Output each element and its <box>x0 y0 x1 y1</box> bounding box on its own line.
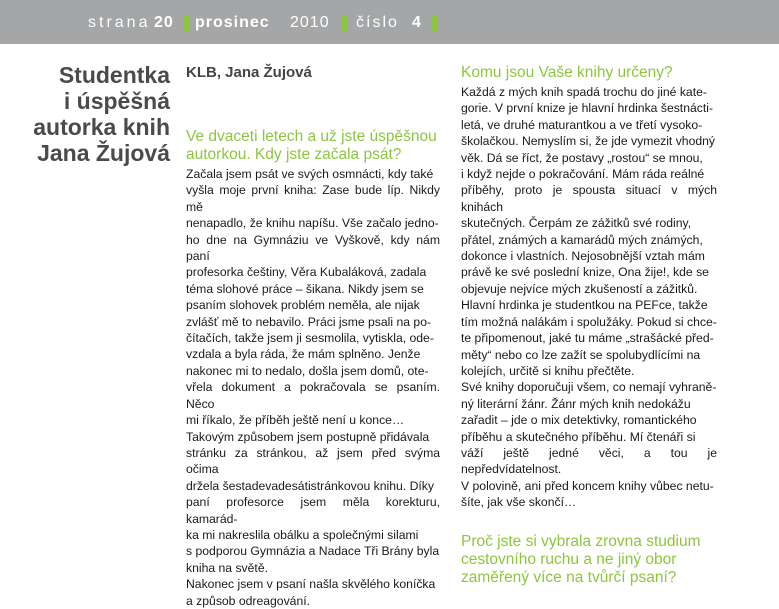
answer-paragraph <box>186 429 440 577</box>
text-line: a způsob odreagování. <box>186 593 310 608</box>
text-line: te připomenout, jaké tu máme „strašácké před- <box>461 331 714 346</box>
text-line: objevuje nejvíce mých zkušeností a zážitků. <box>461 281 698 296</box>
text-line: čítačích, takže jsem ji sesmolila, vytiskla, ode- <box>186 331 434 346</box>
text-line: zvlášť mě to nebavilo. Práci jsme psali na po- <box>186 314 432 329</box>
text-line: stránku za stránkou, až jsem před svýma očima <box>186 445 440 477</box>
title-line: Jana Žujová <box>37 140 170 166</box>
text-line: letá, ve druhé maturantkou a ve třetí vysoko- <box>461 117 703 132</box>
text-line: Začala jsem psát ve svých osmnácti, kdy také <box>186 167 434 181</box>
text-line: téma slohové práce – šikana. Nikdy jsem se <box>186 281 424 296</box>
article-title <box>12 62 170 166</box>
text-line: i když nejde o pokračování. Mám ráda reálné <box>461 167 705 182</box>
text-line: šíte, jak vše skončí… <box>461 495 577 510</box>
text-line: nenapadlo, že knihu napíšu. Vše začalo jedno- <box>186 216 439 231</box>
text-line: vřela dokument a pokračovala se psaním. Něco <box>186 380 440 411</box>
article-author: KLB, Jana Žujová <box>186 64 312 81</box>
answer-paragraph <box>186 576 440 609</box>
answer-paragraph <box>186 166 440 429</box>
answer-paragraph <box>461 84 717 379</box>
text-line: skutečných. Čerpám ze zážitků své rodiny, <box>461 216 692 231</box>
page-header <box>0 0 779 44</box>
text-line: ho dne na Gymnáziu ve Vyškově, kdy nám paní <box>186 232 440 264</box>
question-heading: Proč jste si vybrala zrovna studium cestovního ruchu a ne jiný obor zaměřený více na tvůrčí psaní? <box>461 532 701 586</box>
text-line: V polovině, ani před koncem knihy vůbec netu- <box>461 478 714 493</box>
text-line: Takovým způsobem jsem postupně přidávala <box>186 429 430 444</box>
text-line: váží ještě jedné věci, a tou je nepředvídatelnost. <box>461 445 717 477</box>
header-separator <box>183 15 189 31</box>
right-column <box>461 64 717 589</box>
question-heading: Komu jsou Vaše knihy určeny? <box>461 64 673 81</box>
text-line: Nakonec jsem v psaní našla skvělého koníčka <box>186 577 436 592</box>
text-line: mi říkalo, že příběh ještě není u konce… <box>186 413 405 428</box>
header-separator <box>342 15 348 31</box>
text-line: příběhy, proto je spousta situací v mých knihách <box>461 183 717 214</box>
page-word: strana <box>88 14 151 31</box>
text-line: paní profesorce jsem měla korekturu, kamarád- <box>186 495 440 526</box>
title-line: Studentka <box>58 62 170 88</box>
text-line: kolejích, určitě si knihu přečtěte. <box>461 363 635 378</box>
title-line: autorka knih <box>33 114 170 140</box>
text-line: ný literární žánr. Žánr mých knih nedokážu <box>461 396 691 411</box>
text-line: zařadit – jde o mix detektivky, romantického <box>461 413 697 428</box>
text-line: ka mi nakreslila obálku a společnými silami <box>186 527 419 542</box>
text-line: vyšla moje první kniha: Zase bude líp. Nikdy mě <box>186 183 440 214</box>
text-line: držela šestadevadesátistránkovou knihu. Díky <box>186 478 434 493</box>
text-line: Své knihy doporučuji všem, co nemají vyhraně- <box>461 380 717 395</box>
text-line: školačkou. Nemyslím si, že jde vymezit vhodný <box>461 134 715 149</box>
issue-number: 4 <box>412 14 422 31</box>
text-line: přátel, známých a kamarádů mých známých, <box>461 232 703 247</box>
title-line: i úspěšná <box>63 88 170 114</box>
spacer <box>461 511 717 533</box>
text-line: Hlavní hrdinka je studentkou na PEFce, takže <box>461 298 708 313</box>
header-bar <box>0 9 779 37</box>
text-line: s podporou Gymnázia a Nadace Tři Brány byla <box>186 544 440 559</box>
text-line: vzdala a byla ráda, že mám splněno. Jenže <box>186 347 421 362</box>
text-line: právě ke své poslední knize, Ona žije!, kde se <box>461 265 709 280</box>
text-line: tím možná nalákám i spolužáky. Pokud si chce- <box>461 314 717 329</box>
text-line: měty“ nebo co lze zažít se spolubydlícími na <box>461 347 701 362</box>
text-line: psaním slohovek problém neměla, ale nijak <box>186 298 420 313</box>
text-line: Každá z mých knih spadá trochu do jiné kate- <box>461 85 707 99</box>
middle-column <box>186 128 440 609</box>
text-line: dokonce i vlastních. Nejosobnější vztah mám <box>461 249 705 264</box>
question-heading: Ve dvaceti letech a už jste úspěšnou autorkou. Kdy jste začala psát? <box>186 128 437 163</box>
answer-paragraph <box>461 379 717 510</box>
text-line: příběhu a skutečného příběhu. Mí čtenáři si <box>461 429 696 444</box>
text-line: gorie. V první knize je hlavní hrdinka šestnácti- <box>461 101 713 116</box>
issue-word: číslo <box>356 14 399 31</box>
page-number: 20 <box>154 14 174 31</box>
text-line: nakonec mi to nedalo, došla jsem domů, ote- <box>186 363 429 378</box>
year: 2010 <box>290 14 330 31</box>
text-line: věk. Dá se říct, že postavy „rostou“ se mnou, <box>461 150 703 165</box>
text-line: profesorka češtiny, Věra Kubaláková, zadala <box>186 265 427 280</box>
header-separator <box>432 15 438 31</box>
month: prosinec <box>195 14 270 31</box>
text-line: kniha na světě. <box>186 560 268 575</box>
